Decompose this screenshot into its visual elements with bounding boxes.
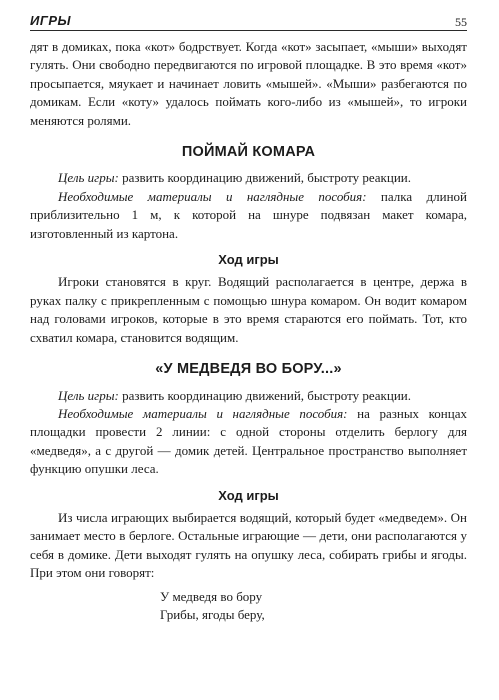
game2-title: «У МЕДВЕДЯ ВО БОРУ...» (155, 361, 342, 378)
game2-materials-text: на разных концах площадки провести 2 линии: с одной стороны отделить берлогу для «медведя», а с другой — домик детей. Центральное пространство выполняет функцию опушки леса. (30, 405, 467, 477)
game1-goal-label: Цель игры: (58, 170, 119, 186)
running-title: ИГРЫ (30, 13, 71, 28)
intro-paragraph: дят в домиках, пока «кот» бодрствует. Когда «кот» засыпает, «мыши» выходят гулять. Они свободно передвигаются по игровой площадке. В это время «кот» просыпается, мяукает и начинает ловить «мышей». «Мыши» разбегаются по домикам. Если «коту» удалось поймать кого-либо из «мышей», то игроки меняются ролями. (30, 39, 467, 128)
game1-course-title: Ход игры (218, 252, 279, 268)
game2-course-title: Ход игры (218, 487, 279, 503)
poem-line-1: У медведя во бору (160, 588, 263, 604)
game1-materials-text: палка длиной приблизительно 1 м, к которой на шнуре подвязан макет комара, изготовленный из картона. (30, 188, 467, 241)
game1-materials-label: Необходимые материалы и наглядные пособия: (58, 188, 367, 204)
game2-materials-label: Необходимые материалы и наглядные пособия: (58, 405, 348, 421)
game2-course-text: Из числа играющих выбирается водящий, который будет «медведем». Он занимает место в берлоге. Остальные играющие — дети, они располагаются у себя в домике. Дети выходят гулять на опушку леса, собирать грибы и ягоды. При этом они говорят: (30, 509, 467, 581)
game1-goal-text: развить координацию движений, быстроту реакции. (118, 170, 411, 186)
game1-goal (30, 169, 467, 187)
game2-goal-label: Цель игры: (58, 387, 119, 403)
game2-goal-text: развить координацию движений, быстроту реакции. (118, 387, 411, 403)
game1-title: ПОЙМАЙ КОМАРА (181, 144, 316, 161)
page-content (30, 38, 467, 624)
game1-materials (30, 188, 467, 243)
page-header (30, 12, 467, 31)
poem-line-2: Грибы, ягоды беру, (160, 606, 265, 622)
game2-materials (30, 405, 467, 479)
game1-course-text: Игроки становятся в круг. Водящий располагается в центре, держа в руках палку с прикрепленным с помощью шнура комаром. Он водит комаром над головами игроков, которые в это время стараются его поймать. Тот, кто схватил комара, становится водящим. (30, 274, 467, 345)
game2-goal (30, 387, 467, 405)
page-number: 55 (455, 15, 467, 29)
